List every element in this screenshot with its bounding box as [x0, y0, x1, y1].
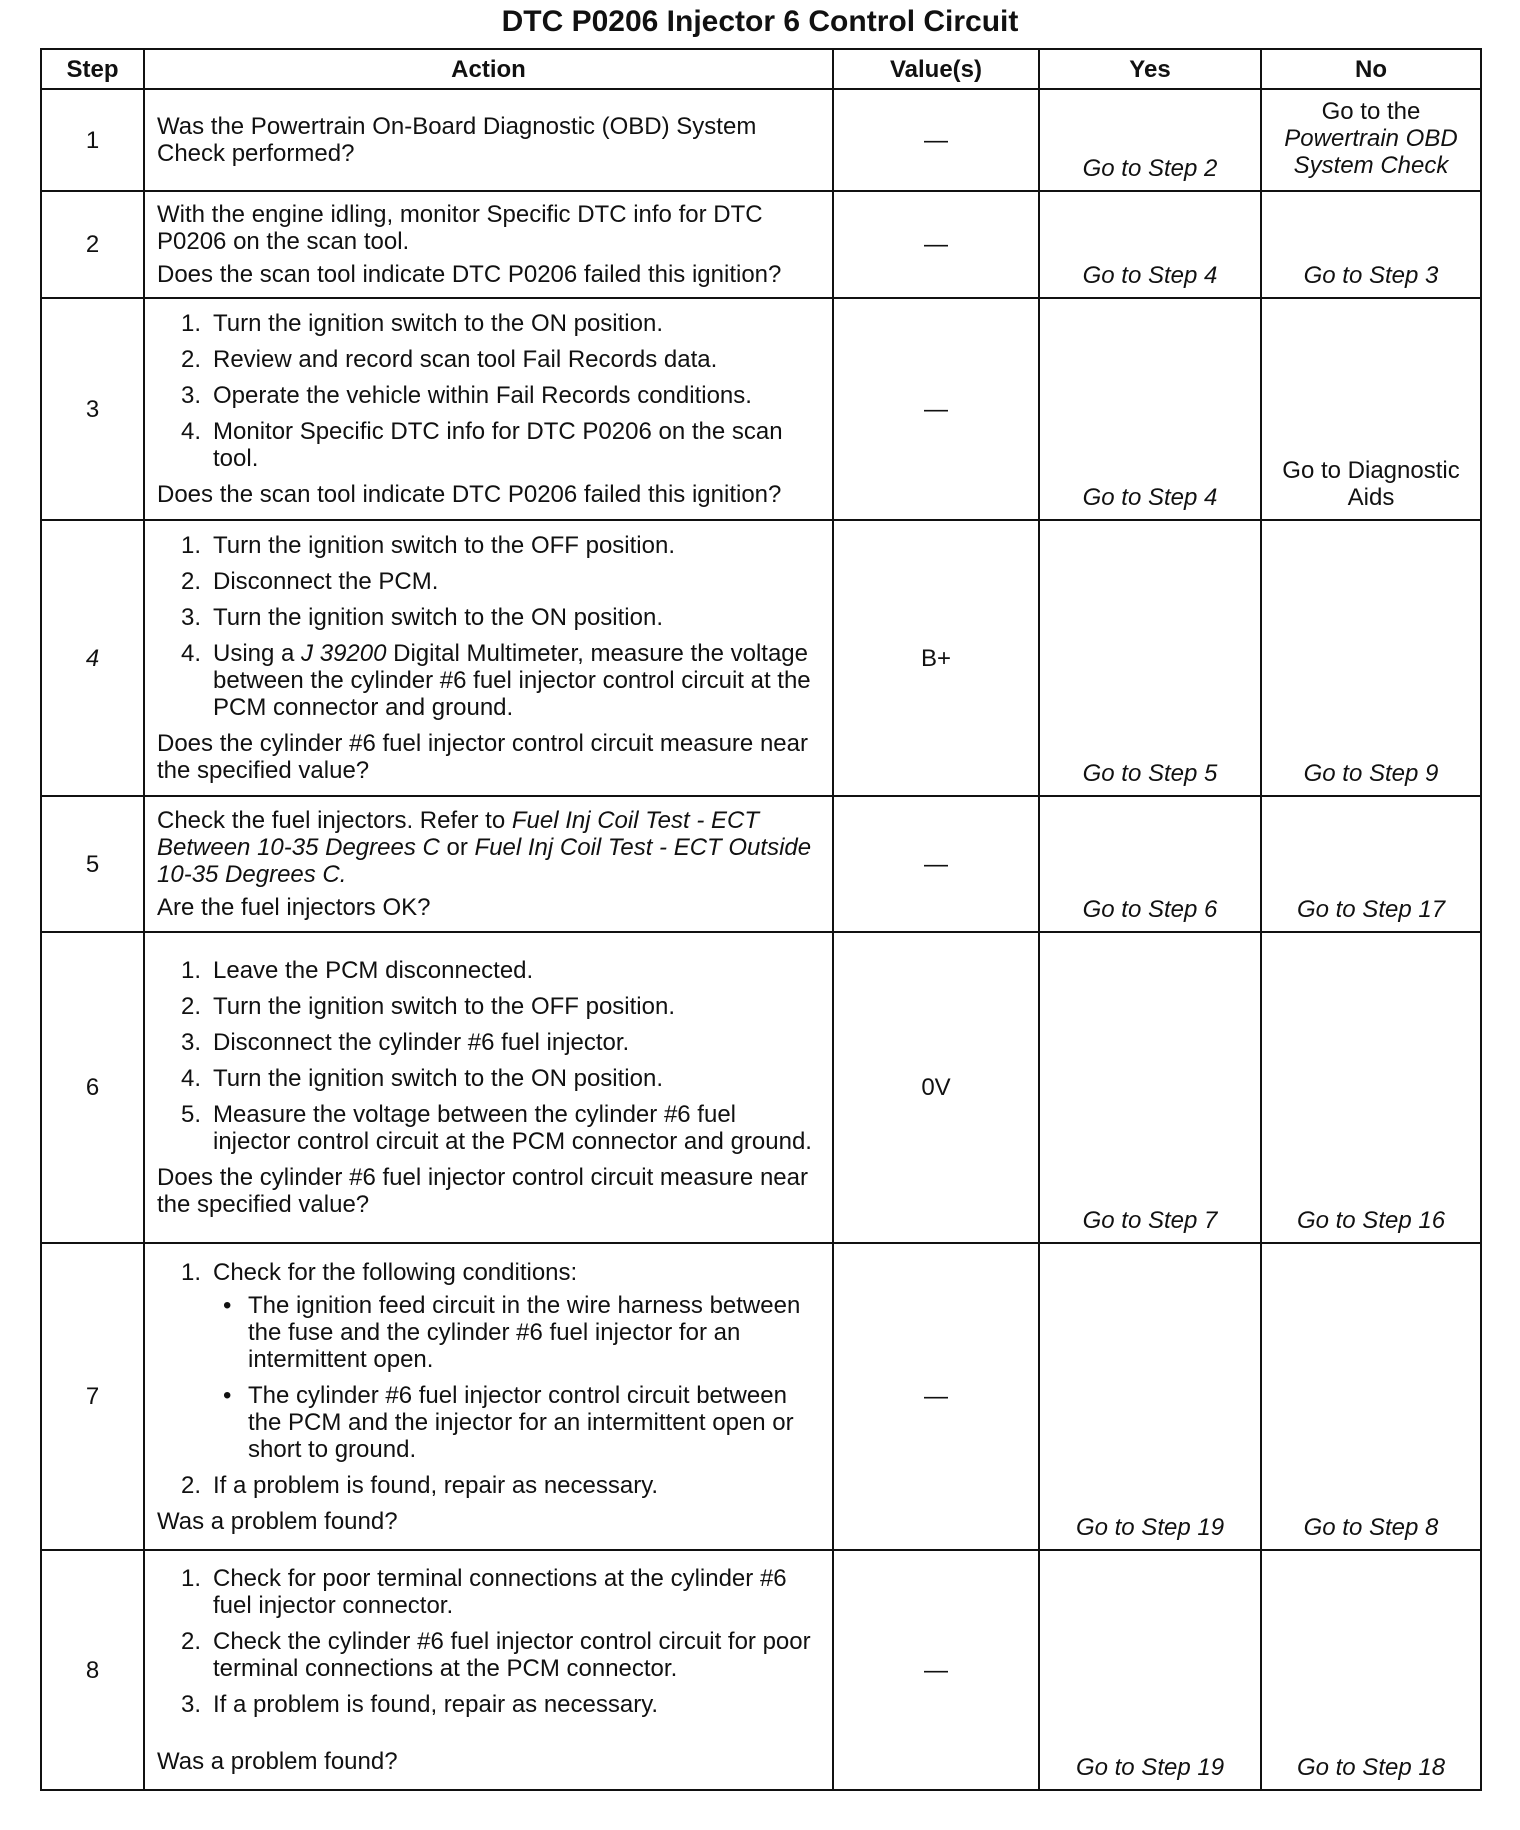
header-values: Value(s)	[833, 49, 1039, 89]
action-cell	[144, 932, 833, 1243]
table-row	[41, 932, 1481, 1243]
no-text: Go to the	[1321, 97, 1421, 125]
value-cell: 0V	[833, 932, 1039, 1243]
step-number: 6	[41, 932, 144, 1243]
yes-cell: Go to Step 7	[1039, 932, 1261, 1243]
action-question: Does the scan tool indicate DTC P0206 failed this ignition?	[157, 481, 782, 508]
action-list	[157, 532, 820, 721]
value-cell: —	[833, 298, 1039, 520]
page-title: DTC P0206 Injector 6 Control Circuit	[501, 5, 1019, 38]
action-cell	[144, 298, 833, 520]
test-reference: Fuel Inj Coil Test - ECT Outside 10-35 Degrees C.	[157, 834, 812, 888]
action-text: With the engine idling, monitor Specific DTC info for DTC P0206 on the scan tool.	[157, 201, 763, 255]
no-cell: Go to Diagnostic Aids	[1261, 298, 1481, 520]
table-row	[41, 520, 1481, 796]
action-question: Does the cylinder #6 fuel injector control circuit measure near the specified value?	[157, 730, 808, 784]
yes-cell: Go to Step 6	[1039, 796, 1261, 932]
value-cell: —	[833, 796, 1039, 932]
step-number: 7	[41, 1243, 144, 1550]
yes-cell: Go to Step 19	[1039, 1243, 1261, 1550]
table-row	[41, 796, 1481, 932]
list-item: 1. Check for poor terminal connections at the cylinder #6 fuel injector connector.	[181, 1565, 787, 1619]
action-list	[157, 1565, 820, 1718]
table-row	[41, 191, 1481, 298]
value-cell: —	[833, 191, 1039, 298]
action-question: Was a problem found?	[157, 1507, 398, 1535]
step-number: 5	[41, 796, 144, 932]
action-question: Are the fuel injectors OK?	[157, 894, 431, 921]
step-number: 8	[41, 1550, 144, 1790]
yes-cell: Go to Step 4	[1039, 191, 1261, 298]
list-item: 1. Turn the ignition switch to the OFF position.	[181, 532, 675, 559]
action-cell	[144, 796, 833, 932]
header-row	[41, 49, 1481, 89]
list-item: 5. Measure the voltage between the cylinder #6 fuel injector control circuit at the PCM connector and ground.	[181, 1101, 812, 1155]
no-cell: Go to Step 9	[1261, 520, 1481, 796]
action-cell	[144, 1550, 833, 1790]
bullet-item: • The cylinder #6 fuel injector control circuit between the PCM and the injector for an intermittent open or short to ground.	[223, 1381, 794, 1463]
action-list	[157, 957, 820, 1155]
list-item: 1. Turn the ignition switch to the ON position.	[181, 310, 663, 337]
value-cell: —	[833, 89, 1039, 191]
action-question: Does the cylinder #6 fuel injector control circuit measure near the specified value?	[157, 1164, 808, 1218]
yes-cell: Go to Step 5	[1039, 520, 1261, 796]
list-item: 2. Review and record scan tool Fail Records data.	[181, 346, 718, 373]
header-yes: Yes	[1039, 49, 1261, 89]
header-action: Action	[144, 49, 833, 89]
action-question: Does the scan tool indicate DTC P0206 failed this ignition?	[157, 261, 782, 288]
test-reference: Fuel Inj Coil Test - ECT Between 10-35 Degrees C	[157, 807, 760, 861]
list-item: 1. Check for the following conditions: • The ignition feed circuit in the wire harness between the fuse and the cylinder #6 fuel injector for an intermittent open. • The cylinder #6 fuel injector control circuit between the PCM and the injector for an intermittent open or short to ground.	[157, 1259, 820, 1463]
table-row	[41, 1243, 1481, 1550]
action-question: Was a problem found?	[157, 1748, 398, 1775]
bullet-item: • The ignition feed circuit in the wire harness between the fuse and the cylinder #6 fuel injector for an intermittent open.	[223, 1291, 801, 1373]
list-item: 3. Operate the vehicle within Fail Records conditions.	[181, 382, 752, 409]
step-number: 2	[41, 191, 144, 298]
diagnostic-table	[40, 48, 1482, 1791]
value-cell: —	[833, 1243, 1039, 1550]
tool-reference: J 39200	[301, 640, 387, 667]
step-number: 4	[41, 520, 144, 796]
list-item: 4. Turn the ignition switch to the ON position.	[181, 1065, 663, 1092]
no-cell: Go to Step 3	[1261, 191, 1481, 298]
condition-list	[213, 1292, 820, 1463]
list-item: 3. Turn the ignition switch to the ON position.	[181, 604, 663, 631]
no-cell: Go to Step 8	[1261, 1243, 1481, 1550]
list-item: 2. If a problem is found, repair as necessary.	[181, 1471, 659, 1499]
action-text: Check the fuel injectors. Refer to Fuel Inj Coil Test - ECT Between 10-35 Degrees C or Fuel Inj Coil Test - ECT Outside 10-35 Degrees C.	[157, 807, 812, 888]
list-item: 1. Leave the PCM disconnected.	[181, 957, 534, 984]
list-item: 2. Turn the ignition switch to the OFF position.	[181, 993, 675, 1020]
step-number: 3	[41, 298, 144, 520]
table-row	[41, 89, 1481, 191]
no-reference: Powertrain OBD System Check	[1284, 124, 1458, 179]
list-item: 3. Disconnect the cylinder #6 fuel injector.	[181, 1029, 630, 1056]
action-cell	[144, 89, 833, 191]
yes-cell: Go to Step 19	[1039, 1550, 1261, 1790]
yes-cell: Go to Step 2	[1039, 89, 1261, 191]
table-row	[41, 1550, 1481, 1790]
no-cell: Go to Step 18	[1261, 1550, 1481, 1790]
no-cell: Go to Step 17	[1261, 796, 1481, 932]
action-cell	[144, 520, 833, 796]
action-text: Was the Powertrain On-Board Diagnostic (OBD) System Check performed?	[157, 113, 757, 167]
list-item: 4. Monitor Specific DTC info for DTC P0206 on the scan tool.	[181, 418, 783, 472]
step-number: 1	[41, 89, 144, 191]
yes-cell: Go to Step 4	[1039, 298, 1261, 520]
list-item: 3. If a problem is found, repair as necessary.	[181, 1691, 659, 1718]
no-cell	[1261, 89, 1481, 191]
action-list	[157, 1259, 820, 1499]
list-item: 4. Using a J 39200 Digital Multimeter, measure the voltage between the cylinder #6 fuel injector control circuit at the PCM connector and ground.	[181, 640, 811, 721]
no-cell: Go to Step 16	[1261, 932, 1481, 1243]
value-cell: B+	[833, 520, 1039, 796]
header-no: No	[1261, 49, 1481, 89]
list-item: 2. Disconnect the PCM.	[181, 568, 439, 595]
list-item: 2. Check the cylinder #6 fuel injector control circuit for poor terminal connections at the PCM connector.	[181, 1628, 811, 1682]
table-row	[41, 298, 1481, 520]
action-cell	[144, 1243, 833, 1550]
header-step: Step	[41, 49, 144, 89]
action-cell	[144, 191, 833, 298]
action-list	[157, 310, 820, 472]
value-cell: —	[833, 1550, 1039, 1790]
